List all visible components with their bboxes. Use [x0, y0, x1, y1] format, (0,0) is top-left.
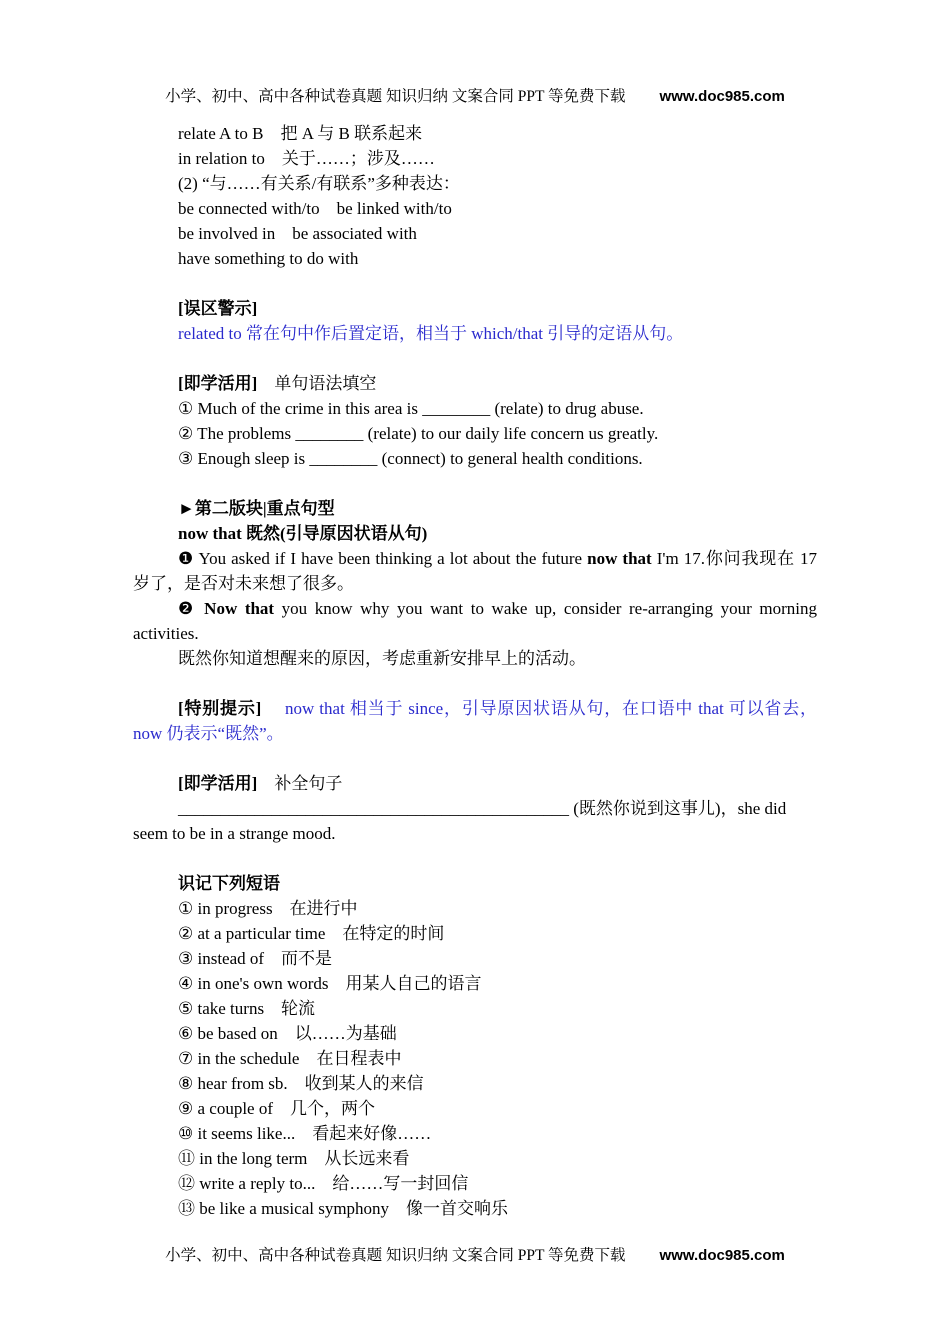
memorize-item-8-segment-0: ⑧ hear from sb. 收到某人的来信: [178, 1074, 424, 1093]
header-site-link[interactable]: www.doc985.com: [659, 88, 785, 105]
footer-promo-text: 小学、初中、高中各种试卷真题 知识归纳 文案合同 PPT 等免费下载: [165, 1247, 626, 1264]
practice1-q3-segment-0: ③ Enough sleep is ________ (connect) to general health conditions.: [178, 449, 643, 468]
now-that-heading: [133, 521, 817, 546]
page-header: [0, 84, 950, 106]
practice2-question-segment-0: ______________________________________________ (既然你说到这事儿)，she did seem to be in a strange mood.: [133, 799, 787, 843]
memorize-heading: [133, 871, 817, 896]
example-sentence-2: [133, 596, 817, 646]
expressions-heading: [133, 171, 817, 196]
memorize-item-6: [133, 1021, 817, 1046]
practice1-q2-segment-0: ② The problems ________ (relate) to our daily life concern us greatly.: [178, 424, 659, 443]
practice2-question: [133, 796, 817, 846]
practice2-heading: [133, 771, 817, 796]
header-promo-text: 小学、初中、高中各种试卷真题 知识归纳 文案合同 PPT 等免费下载: [165, 88, 626, 105]
phrase-be-involved: [133, 221, 817, 246]
footer-site-link[interactable]: www.doc985.com: [659, 1247, 785, 1264]
phrase-relate-a-to-b-segment-0: relate A to B 把 A 与 B 联系起来: [178, 124, 423, 143]
example-sentence-2-segment-1: Now that: [204, 599, 275, 618]
memorize-item-3-segment-0: ③ instead of 而不是: [178, 949, 333, 968]
example-sentence-1-segment-0: ❶ You asked if I have been thinking a lot about the future: [178, 549, 588, 568]
practice2-heading-segment-1: 补全句子: [257, 774, 343, 793]
spacer-2: [133, 346, 817, 371]
memorize-item-10-segment-0: ⑩ it seems like... 看起来好像……: [178, 1124, 432, 1143]
practice1-heading-segment-0: [即学活用]: [178, 374, 258, 393]
expressions-heading-segment-0: (2) “与……有关系/有联系”多种表达：: [178, 174, 460, 193]
special-note-segment-0: [特别提示]: [178, 699, 262, 718]
phrase-have-something-segment-0: have something to do with: [178, 249, 359, 268]
memorize-item-5-segment-0: ⑤ take turns 轮流: [178, 999, 316, 1018]
memorize-item-7-segment-0: ⑦ in the schedule 在日程表中: [178, 1049, 402, 1068]
practice1-q1: [133, 396, 817, 421]
practice1-q1-segment-0: ① Much of the crime in this area is ________ (relate) to drug abuse.: [178, 399, 644, 418]
example-sentence-2-segment-2: you know why you want to wake up, consider re-arranging your morning activities.: [133, 599, 817, 643]
page-footer: [0, 1243, 950, 1265]
pitfall-warning-label: [133, 296, 817, 321]
memorize-item-7: [133, 1046, 817, 1071]
example-sentence-1-segment-2: I'm 17.你问我现在 17 岁了，是否对未来想了很多。: [133, 549, 817, 593]
example-sentence-2-segment-0: ❷: [178, 599, 205, 618]
memorize-item-5: [133, 996, 817, 1021]
example-2-translation: [133, 646, 817, 671]
document-body: [133, 121, 817, 1221]
memorize-item-9: [133, 1096, 817, 1121]
memorize-item-9-segment-0: ⑨ a couple of 几个，两个: [178, 1099, 376, 1118]
memorize-item-2-segment-0: ② at a particular time 在特定的时间: [178, 924, 445, 943]
spacer-1: [133, 271, 817, 296]
example-sentence-1: [133, 546, 817, 596]
memorize-item-8: [133, 1071, 817, 1096]
practice1-q3: [133, 446, 817, 471]
spacer-5: [133, 746, 817, 771]
memorize-item-2: [133, 921, 817, 946]
practice1-heading-segment-1: 单句语法填空: [257, 374, 377, 393]
pitfall-warning-note: [133, 321, 817, 346]
special-note-segment-1: [261, 699, 285, 718]
pitfall-warning-note-segment-0: related to 常在句中作后置定语，相当于 which/that 引导的定语从句。: [178, 324, 684, 343]
practice2-heading-segment-0: [即学活用]: [178, 774, 258, 793]
special-note: [133, 696, 817, 746]
memorize-item-12: [133, 1171, 817, 1196]
memorize-item-11-segment-0: ⑪ in the long term 从长远来看: [178, 1149, 410, 1168]
memorize-item-13-segment-0: ⑬ be like a musical symphony 像一首交响乐: [178, 1199, 509, 1218]
practice1-q2: [133, 421, 817, 446]
phrase-relate-a-to-b: [133, 121, 817, 146]
spacer-4: [133, 671, 817, 696]
pitfall-warning-label-segment-0: [误区警示]: [178, 299, 258, 318]
phrase-in-relation-to: [133, 146, 817, 171]
memorize-item-12-segment-0: ⑫ write a reply to... 给……写一封回信: [178, 1174, 469, 1193]
memorize-item-6-segment-0: ⑥ be based on 以……为基础: [178, 1024, 397, 1043]
example-sentence-1-segment-1: now that: [587, 549, 652, 568]
memorize-item-10: [133, 1121, 817, 1146]
memorize-item-13: [133, 1196, 817, 1221]
phrase-be-connected: [133, 196, 817, 221]
phrase-in-relation-to-segment-0: in relation to 关于……；涉及……: [178, 149, 435, 168]
section2-heading-segment-0: ►第二版块|重点句型: [178, 499, 335, 518]
practice1-heading: [133, 371, 817, 396]
memorize-heading-segment-0: 识记下列短语: [178, 874, 280, 893]
memorize-item-11: [133, 1146, 817, 1171]
memorize-item-1: [133, 896, 817, 921]
phrase-be-connected-segment-0: be connected with/to be linked with/to: [178, 199, 452, 218]
special-note-segment-2: now that 相当于 since，引导原因状语从句，在口语中 that 可以省去，now 仍表示“既然”。: [133, 699, 817, 743]
memorize-item-4-segment-0: ④ in one's own words 用某人自己的语言: [178, 974, 482, 993]
memorize-item-4: [133, 971, 817, 996]
example-2-translation-segment-0: 既然你知道想醒来的原因，考虑重新安排早上的活动。: [178, 649, 586, 668]
memorize-item-1-segment-0: ① in progress 在进行中: [178, 899, 358, 918]
spacer-3: [133, 471, 817, 496]
memorize-item-3: [133, 946, 817, 971]
now-that-heading-segment-0: now that 既然(引导原因状语从句): [178, 524, 428, 543]
phrase-have-something: [133, 246, 817, 271]
section2-heading: [133, 496, 817, 521]
spacer-6: [133, 846, 817, 871]
phrase-be-involved-segment-0: be involved in be associated with: [178, 224, 417, 243]
